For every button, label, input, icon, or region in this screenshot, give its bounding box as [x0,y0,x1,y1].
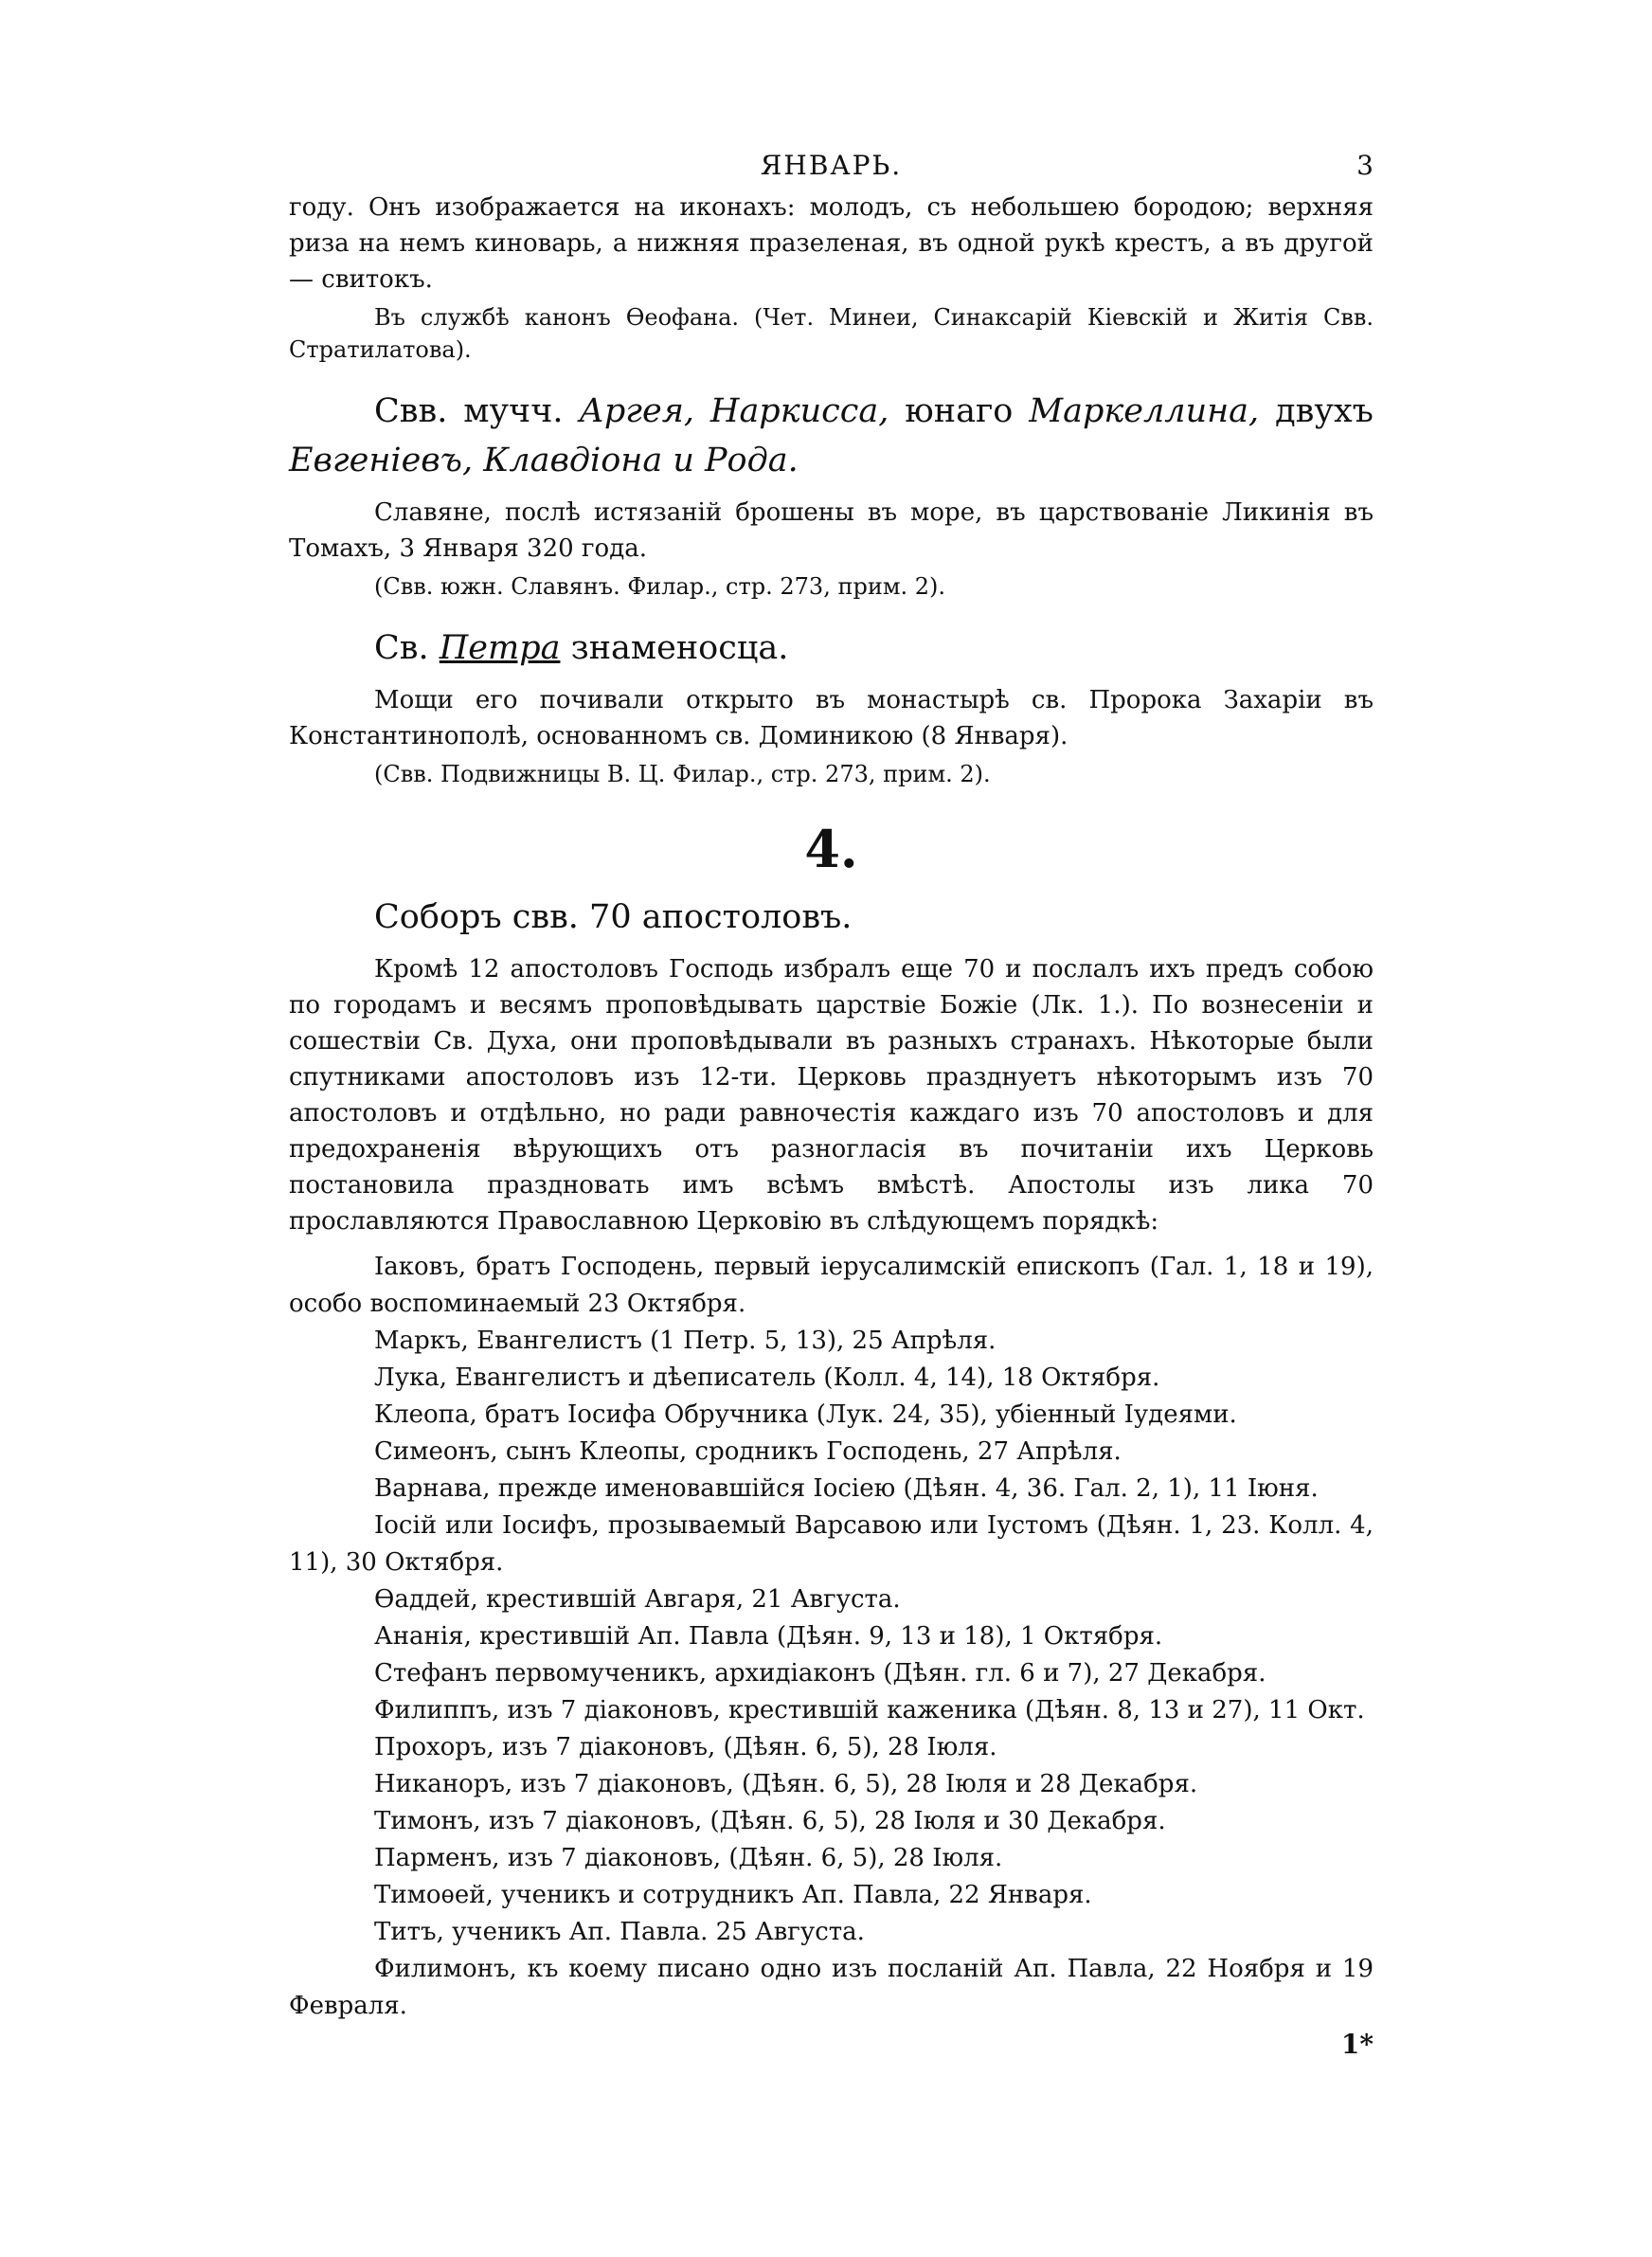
list-item: Өаддей, крестившій Авгаря, 21 Августа. [374,1585,901,1614]
list-item: Іосій или Іосифъ, прозываемый Варсавою или Іустомъ (Дѣян. 1, 23. Колл. 4, 11), 30 Октября. [289,1511,1374,1577]
peter-reference: (Свв. Подвижницы В. Ц. Филар., стр. 273, прим. 2). [374,761,991,787]
list-item: Парменъ, изъ 7 діаконовъ, (Дѣян. 6, 5), 28 Іюля. [374,1844,1003,1872]
list-item: Филиппъ, изъ 7 діаконовъ, крестившій каженика (Дѣян. 8, 13 и 27), 11 Окт. [374,1696,1365,1724]
page-number: 3 [1356,150,1374,181]
section-heading-martyrs: Свв. мучч. Аргея, Наркисса, юнаго Маркеллина, двухъ Евгеніевъ, Клавдіона и Рода. [289,392,1374,479]
apostles-intro: Кромѣ 12 апостоловъ Господь избралъ еще 70 и послалъ ихъ предъ собою по городамъ и весямъ проповѣдывать царствіе Божіе (Лк. 1.). По вознесеніи и сошествіи Св. Духа, они проповѣдывали въ разныхъ странахъ. Нѣкоторые были спутниками апостоловъ изъ 12-ти. Церковь празднуетъ нѣкоторымъ изъ 70 апостоловъ и отдѣльно, но ради равночестія каждаго изъ 70 апостоловъ и для предохраненія вѣрующихъ отъ разногласія въ почитаніи ихъ Церковь постановила праздновать имъ всѣмъ вмѣстѣ. Апостолы изъ лика 70 прославляются Православною Церковію въ слѣдующемъ порядкѣ: [289,955,1374,1236]
list-item: Стефанъ первомученикъ, архидіаконъ (Дѣян. гл. 6 и 7), 27 Декабря. [374,1659,1266,1688]
section-heading-apostles: Соборъ свв. 70 апостоловъ. [374,898,853,936]
list-item: Тимоѳей, ученикъ и сотрудникъ Ап. Павла, 22 Января. [374,1881,1092,1909]
list-item: Лука, Евангелистъ и дѣеписатель (Колл. 4, 14), 18 Октября. [374,1363,1160,1392]
signature-mark: 1* [1340,2029,1374,2060]
peter-text: Мощи его почивали открыто въ монастырѣ св. Пророка Захаріи въ Константинополѣ, основанномъ св. Доминикою (8 Января). [289,686,1374,750]
document-page [289,142,1374,2067]
service-note: Въ службѣ канонъ Өеофана. (Чет. Минеи, Синаксарій Кіевскій и Житія Свв. Стратилатова). [289,304,1374,363]
list-item: Ананія, крестившій Ап. Павла (Дѣян. 9, 13 и 18), 1 Октября. [374,1622,1163,1651]
list-item: Титъ, ученикъ Ап. Павла. 25 Августа. [374,1918,865,1946]
list-item: Филимонъ, къ коему писано одно изъ посланій Ап. Павла, 22 Ноября и 19 Февраля. [289,1955,1374,2020]
paragraph-continuation: году. Онъ изображается на иконахъ: молодъ, съ небольшею бородою; верхняя риза на немъ киноварь, а нижняя празеленая, въ одной рукѣ крестъ, а въ другой— свитокъ. [289,193,1374,294]
running-title: ЯНВАРЬ. [760,150,903,181]
list-item: Клеопа, братъ Іосифа Обручника (Лук. 24, 35), убіенный Іудеями. [374,1400,1237,1429]
list-item: Тимонъ, изъ 7 діаконовъ, (Дѣян. 6, 5), 28 Іюля и 30 Декабря. [374,1807,1166,1835]
apostles-list [289,1249,1374,2025]
list-item: Варнава, прежде именовавшійся Іосіею (Дѣян. 4, 36. Гал. 2, 1), 11 Іюня. [374,1474,1319,1503]
list-item: Симеонъ, сынъ Клеопы, сродникъ Господень, 27 Апрѣля. [374,1437,1122,1466]
section-heading-peter: Св. Петра знаменосца. [374,629,789,667]
list-item: Маркъ, Евангелистъ (1 Петр. 5, 13), 25 Апрѣля. [374,1327,997,1355]
list-item: Никаноръ, изъ 7 діаконовъ, (Дѣян. 6, 5), 28 Іюля и 28 Декабря. [374,1770,1198,1798]
list-item: Іаковъ, братъ Господень, первый іерусалимскій епископъ (Гал. 1, 18 и 19), особо воспоминаемый 23 Октября. [289,1253,1374,1318]
martyrs-text: Славяне, послѣ истязаній брошены въ море, въ царствованіе Ликинія въ Томахъ, 3 Января 320 года. [289,498,1374,563]
list-item: Прохоръ, изъ 7 діаконовъ, (Дѣян. 6, 5), 28 Іюля. [374,1733,997,1761]
day-number: 4. [804,819,858,879]
page-header [289,142,1374,190]
martyrs-reference: (Свв. южн. Славянъ. Филар., стр. 273, прим. 2). [374,573,945,600]
